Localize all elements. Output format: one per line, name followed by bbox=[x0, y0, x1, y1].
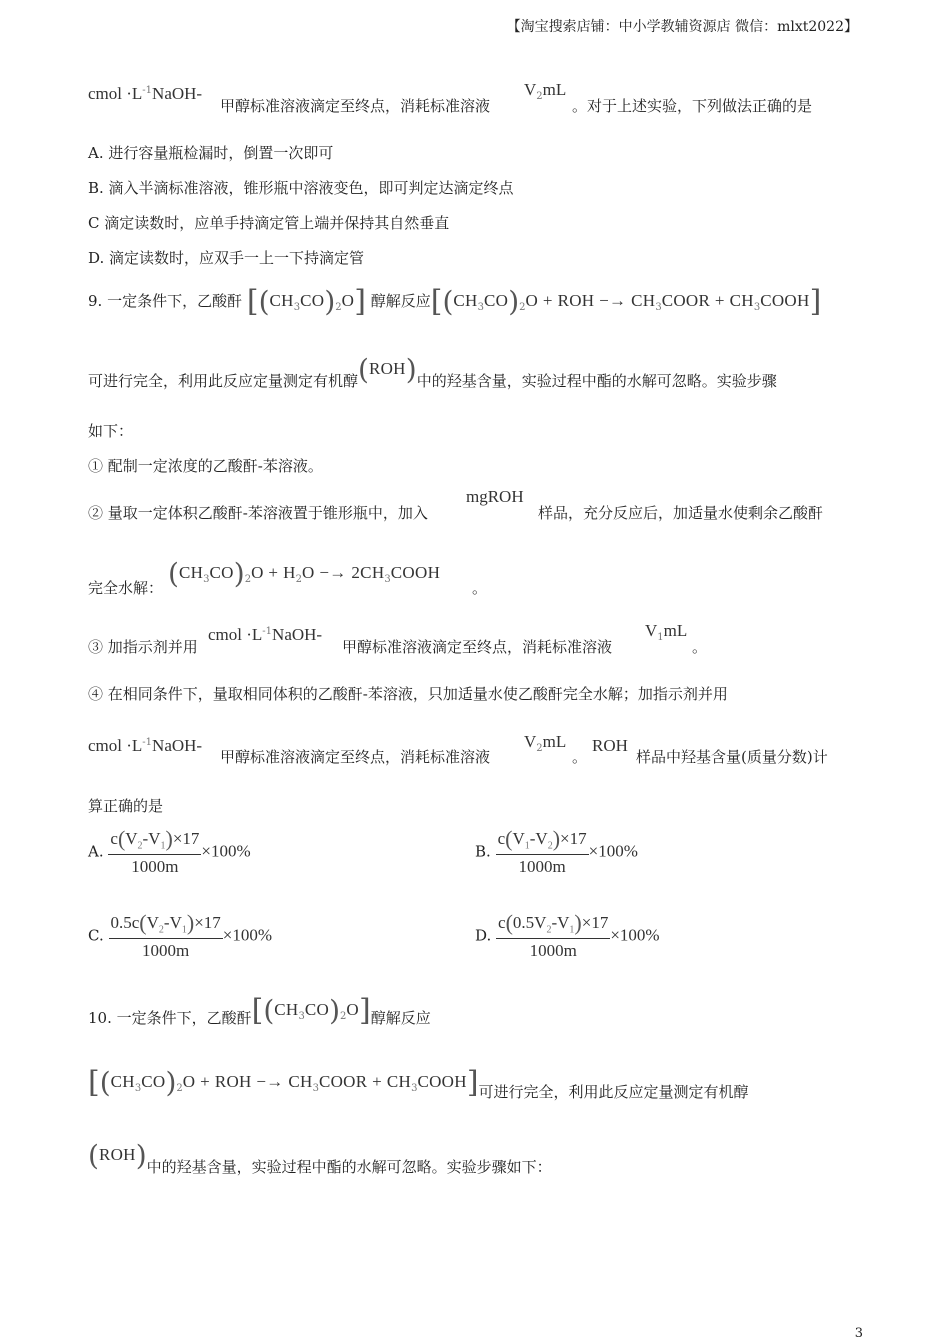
q9-step2-post: 样品，充分反应后，加适量水使剩余乙酸酐 bbox=[538, 504, 824, 522]
paren-close: ) bbox=[508, 285, 520, 318]
paren-close: ) bbox=[552, 826, 561, 851]
q9-step3-pre: ③ 加指示剂并用 bbox=[88, 638, 198, 656]
volume-v: V bbox=[524, 80, 537, 99]
q8-reagent-line bbox=[88, 84, 202, 104]
bracket-open: [ bbox=[246, 284, 259, 319]
num-coef: c bbox=[110, 829, 118, 848]
chem-coor: COOR bbox=[318, 1072, 368, 1091]
reagent-conc: cmol ·L bbox=[88, 736, 143, 755]
q9-line3: 如下： bbox=[88, 422, 134, 440]
chem-sub3: 3 bbox=[384, 574, 391, 585]
paren-open: ( bbox=[505, 910, 513, 935]
num-v: V bbox=[125, 829, 138, 848]
chem-cooh: COOH bbox=[390, 563, 441, 582]
chem-o: O bbox=[341, 291, 355, 310]
num-sep: -V bbox=[551, 913, 570, 932]
option-label: A. bbox=[88, 842, 104, 861]
page-number: 3 bbox=[854, 1326, 863, 1341]
plus-sign: + bbox=[200, 1072, 211, 1091]
bracket-open: [ bbox=[88, 1065, 100, 1100]
num-sub: 2 bbox=[547, 840, 553, 852]
num-coef: c bbox=[498, 913, 506, 932]
volume-sub: 1 bbox=[657, 632, 664, 643]
num-sub: 1 bbox=[160, 840, 166, 852]
chem-co: CO bbox=[300, 291, 325, 310]
q9-step3-period: 。 bbox=[692, 638, 708, 656]
fraction bbox=[108, 826, 201, 877]
paren-open: ( bbox=[358, 353, 369, 386]
paren-close: ) bbox=[186, 910, 195, 935]
num-coef: c bbox=[497, 829, 506, 848]
q10-line3-post: 中的羟基含量，实验过程中酯的水解可忽略。实验步骤如下： bbox=[146, 1158, 552, 1176]
q10-line1 bbox=[88, 993, 431, 1028]
num-sub: 2 bbox=[546, 924, 552, 936]
q9-step4c: 算正确的是 bbox=[88, 797, 164, 815]
chem-h: H bbox=[283, 563, 296, 582]
paren-open: ( bbox=[442, 285, 454, 318]
chem-o: O bbox=[251, 563, 264, 582]
q9-line2 bbox=[88, 353, 777, 391]
paren-open: ( bbox=[168, 557, 179, 590]
q9-step4b-period: 。 bbox=[572, 748, 588, 766]
q9-option-d bbox=[475, 910, 660, 961]
chem-sub3: 3 bbox=[203, 574, 210, 585]
chem-sub3: 3 bbox=[655, 302, 662, 313]
q9-step3-volume bbox=[645, 621, 687, 643]
chem-2ch: 2CH bbox=[351, 563, 385, 582]
chem-sub3: 3 bbox=[293, 302, 301, 313]
reagent-exp: -1 bbox=[142, 85, 153, 96]
plus-sign: + bbox=[268, 563, 279, 582]
fraction-numerator bbox=[108, 826, 201, 855]
paren-open: ( bbox=[505, 826, 513, 851]
fraction-denominator: 1000m bbox=[131, 857, 179, 876]
num-sub: 2 bbox=[158, 924, 164, 936]
option-label: D. bbox=[475, 926, 492, 945]
chem-o: O bbox=[302, 563, 315, 582]
q9-line2-pre: 可进行完全，利用此反应定量测定有机醇 bbox=[88, 372, 359, 390]
q10-line3 bbox=[88, 1139, 552, 1177]
chem-sub3: 3 bbox=[477, 302, 484, 313]
q10-line2-post: 可进行完全，利用此反应定量测定有机醇 bbox=[478, 1083, 749, 1101]
q10-lead: 10. 一定条件下，乙酸酐 bbox=[88, 1009, 252, 1027]
plus-sign: + bbox=[714, 291, 725, 310]
chem-ch: CH bbox=[178, 563, 204, 582]
fraction-denominator: 1000m bbox=[529, 941, 577, 960]
paren-close: ) bbox=[165, 1066, 177, 1099]
percent-factor: ×100% bbox=[222, 925, 273, 945]
q9-step3-reagent bbox=[208, 625, 322, 645]
paren-open: ( bbox=[263, 994, 275, 1027]
paren-open: ( bbox=[139, 910, 147, 935]
bracket-close: ] bbox=[354, 284, 366, 319]
paren-close: ) bbox=[135, 1139, 147, 1172]
reagent-conc: cmol ·L bbox=[208, 625, 263, 644]
chem-roh: ROH bbox=[368, 359, 406, 378]
chem-co: CO bbox=[484, 291, 509, 310]
volume-sub: 2 bbox=[536, 743, 543, 754]
num-sep: -V bbox=[163, 913, 182, 932]
fraction-numerator bbox=[496, 826, 589, 855]
reaction-arrow: −→ bbox=[319, 563, 347, 582]
q9-step2-m: mgROH bbox=[466, 487, 524, 506]
chem-ch: CH bbox=[269, 291, 294, 310]
q9-step4b-volume bbox=[524, 732, 566, 754]
chem-sub2: 2 bbox=[335, 302, 342, 313]
chem-ch: CH bbox=[453, 291, 478, 310]
paren-open: ( bbox=[99, 1066, 111, 1099]
page-header: 【淘宝搜索店铺：中小学教辅资源店 微信：mlxt2022】 bbox=[506, 19, 858, 35]
volume-unit: mL bbox=[663, 621, 688, 640]
fraction bbox=[496, 826, 589, 877]
num-sub: 1 bbox=[569, 924, 575, 936]
num-coef: 0.5c bbox=[110, 913, 140, 932]
q9-step4b-roh: ROH bbox=[592, 736, 628, 755]
q9-line1 bbox=[88, 284, 822, 319]
chem-sub3: 3 bbox=[298, 1011, 305, 1022]
reagent-conc: cmol ·L bbox=[88, 84, 143, 103]
num-sep: -V bbox=[529, 829, 548, 848]
chem-roh: ROH bbox=[557, 291, 595, 310]
chem-o: O bbox=[346, 1000, 359, 1019]
q8-volume bbox=[524, 80, 566, 102]
bracket-close: ] bbox=[358, 993, 371, 1028]
chem-sub2: 2 bbox=[295, 574, 303, 585]
paren-close: ) bbox=[233, 557, 245, 590]
q8-line1-tail: 。对于上述实验，下列做法正确的是 bbox=[572, 97, 813, 115]
chem-co: CO bbox=[209, 563, 234, 582]
num-sub: 1 bbox=[524, 840, 530, 852]
volume-unit: mL bbox=[542, 80, 567, 99]
num-sub: 2 bbox=[137, 840, 143, 852]
fraction bbox=[496, 910, 610, 961]
chem-coor: COOR bbox=[661, 291, 711, 310]
chem-co: CO bbox=[304, 1000, 330, 1019]
reagent-naoh: NaOH- bbox=[152, 736, 203, 755]
plus-sign: + bbox=[372, 1072, 383, 1091]
chem-roh: ROH bbox=[98, 1145, 136, 1164]
paren-open: ( bbox=[258, 285, 270, 318]
q8-option-a: A. 进行容量瓶检漏时，倒置一次即可 bbox=[88, 144, 334, 162]
reaction-arrow: −→ bbox=[256, 1072, 284, 1091]
bracket-close: ] bbox=[466, 1065, 479, 1100]
q9-step4: ④ 在相同条件下，量取相同体积的乙酸酐-苯溶液，只加适量水使乙酸酐完全水解；加指示剂并用 bbox=[88, 685, 728, 703]
q9-lead: 9. 一定条件下，乙酸酐 bbox=[88, 292, 243, 310]
paren-close: ) bbox=[165, 826, 173, 851]
q9-option-b bbox=[475, 826, 638, 877]
percent-factor: ×100% bbox=[201, 841, 251, 861]
q9-hydro-eq bbox=[168, 557, 441, 590]
reagent-exp: -1 bbox=[262, 626, 273, 637]
num-sub: 1 bbox=[181, 924, 187, 936]
num-times: ×17 bbox=[560, 829, 587, 848]
chem-sub2: 2 bbox=[244, 574, 252, 585]
chem-o: O bbox=[525, 291, 539, 310]
num-v: V bbox=[512, 829, 525, 848]
chem-sub2: 2 bbox=[176, 1083, 183, 1094]
paren-close: ) bbox=[405, 353, 417, 386]
chem-ch: CH bbox=[729, 291, 754, 310]
paren-close: ) bbox=[574, 910, 582, 935]
chem-sub3: 3 bbox=[134, 1083, 142, 1094]
q9-step2-pre: ② 量取一定体积乙酸酐-苯溶液置于锥形瓶中，加入 bbox=[88, 504, 428, 522]
volume-v: V bbox=[524, 732, 537, 751]
paren-open: ( bbox=[117, 826, 126, 851]
chem-ch: CH bbox=[631, 291, 656, 310]
q9-option-a bbox=[88, 826, 251, 877]
chem-o: O bbox=[182, 1072, 196, 1091]
volume-unit: mL bbox=[542, 732, 567, 751]
reaction-arrow: −→ bbox=[599, 291, 627, 310]
q9-step1: ① 配制一定浓度的乙酸酐-苯溶液。 bbox=[88, 457, 323, 475]
bracket-close: ] bbox=[809, 284, 822, 319]
paren-close: ) bbox=[324, 285, 336, 318]
chem-sub3: 3 bbox=[411, 1083, 418, 1094]
fraction-numerator bbox=[109, 910, 223, 939]
num-times: ×17 bbox=[172, 829, 200, 848]
q8-option-c: C 滴定读数时，应单手持滴定管上端并保持其自然垂直 bbox=[88, 214, 450, 232]
reagent-naoh: NaOH- bbox=[152, 84, 203, 103]
chem-roh: ROH bbox=[214, 1072, 252, 1091]
chem-sub2: 2 bbox=[340, 1011, 347, 1022]
chem-ch: CH bbox=[288, 1072, 313, 1091]
volume-v: V bbox=[645, 621, 658, 640]
q9-option-c bbox=[88, 910, 272, 961]
q9-step3-mid: 甲醇标准溶液滴定至终点，消耗标准溶液 bbox=[342, 638, 613, 656]
paren-close: ) bbox=[329, 994, 341, 1027]
reagent-naoh: NaOH- bbox=[272, 625, 323, 644]
q8-line1-text: 甲醇标准溶液滴定至终点，消耗标准溶液 bbox=[220, 97, 491, 115]
q9-step4b-mid: 甲醇标准溶液滴定至终点，消耗标准溶液 bbox=[220, 748, 491, 766]
num-v: V bbox=[146, 913, 159, 932]
chem-ch: CH bbox=[386, 1072, 412, 1091]
percent-factor: ×100% bbox=[588, 841, 638, 861]
q9-line2-post: 中的羟基含量，实验过程中酯的水解可忽略。实验步骤 bbox=[416, 372, 777, 390]
bracket-open: [ bbox=[430, 284, 443, 319]
num-times: ×17 bbox=[581, 913, 609, 932]
num-times: ×17 bbox=[194, 913, 221, 932]
q9-step4b-reagent bbox=[88, 736, 202, 756]
plus-sign: + bbox=[542, 291, 553, 310]
fraction-denominator: 1000m bbox=[142, 941, 190, 960]
chem-co: CO bbox=[141, 1072, 166, 1091]
fraction-denominator: 1000m bbox=[518, 857, 566, 876]
reagent-exp: -1 bbox=[142, 737, 153, 748]
option-label: C. bbox=[88, 926, 104, 945]
chem-sub3: 3 bbox=[753, 302, 761, 313]
num-v: 0.5V bbox=[512, 913, 547, 932]
fraction bbox=[109, 910, 223, 961]
q10-line2 bbox=[88, 1065, 749, 1102]
q8-option-b: B. 滴入半滴标准溶液，锥形瓶中溶液变色，即可判定达滴定终点 bbox=[88, 179, 514, 197]
volume-sub: 2 bbox=[536, 91, 543, 102]
q9-step4b-post: 样品中羟基含量(质量分数)计 bbox=[636, 748, 828, 766]
chem-sub3: 3 bbox=[312, 1083, 319, 1094]
q10-mid: 醇解反应 bbox=[370, 1009, 431, 1027]
chem-cooh: COOH bbox=[760, 291, 810, 310]
percent-factor: ×100% bbox=[610, 925, 660, 945]
paren-open: ( bbox=[88, 1139, 99, 1172]
q9-hydro-pre: 完全水解： bbox=[88, 579, 164, 597]
fraction-numerator bbox=[496, 910, 610, 939]
option-label: B. bbox=[475, 842, 491, 861]
q8-option-d: D. 滴定读数时，应双手一上一下持滴定管 bbox=[88, 249, 365, 267]
q9-hydro-period: 。 bbox=[472, 579, 488, 597]
bracket-open: [ bbox=[251, 993, 264, 1028]
num-sep: -V bbox=[142, 829, 161, 848]
chem-ch: CH bbox=[110, 1072, 135, 1091]
chem-cooh: COOH bbox=[417, 1072, 467, 1091]
q9-mid: 醇解反应 bbox=[370, 292, 431, 310]
chem-sub2: 2 bbox=[519, 302, 526, 313]
chem-ch: CH bbox=[274, 1000, 299, 1019]
